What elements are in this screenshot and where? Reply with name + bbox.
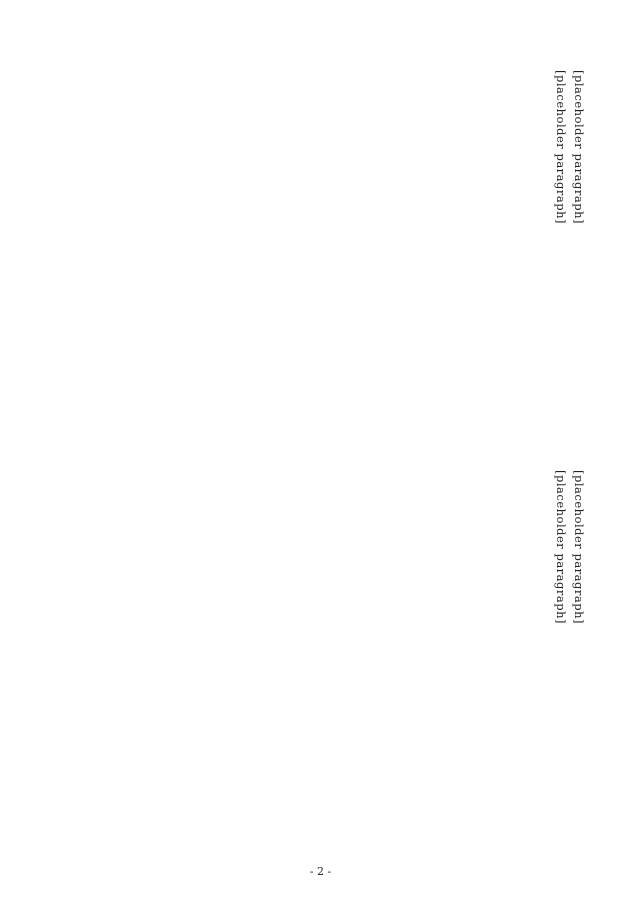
bottom-text-block — [58, 458, 588, 838]
paragraph: [placeholder paragraph] — [572, 469, 586, 624]
page-number: - 2 - — [309, 865, 332, 878]
paragraph: [placeholder paragraph] — [554, 69, 568, 224]
paragraph: [placeholder paragraph] — [554, 469, 568, 624]
paragraph: [placeholder paragraph] — [572, 69, 586, 224]
top-text-block — [58, 58, 588, 438]
